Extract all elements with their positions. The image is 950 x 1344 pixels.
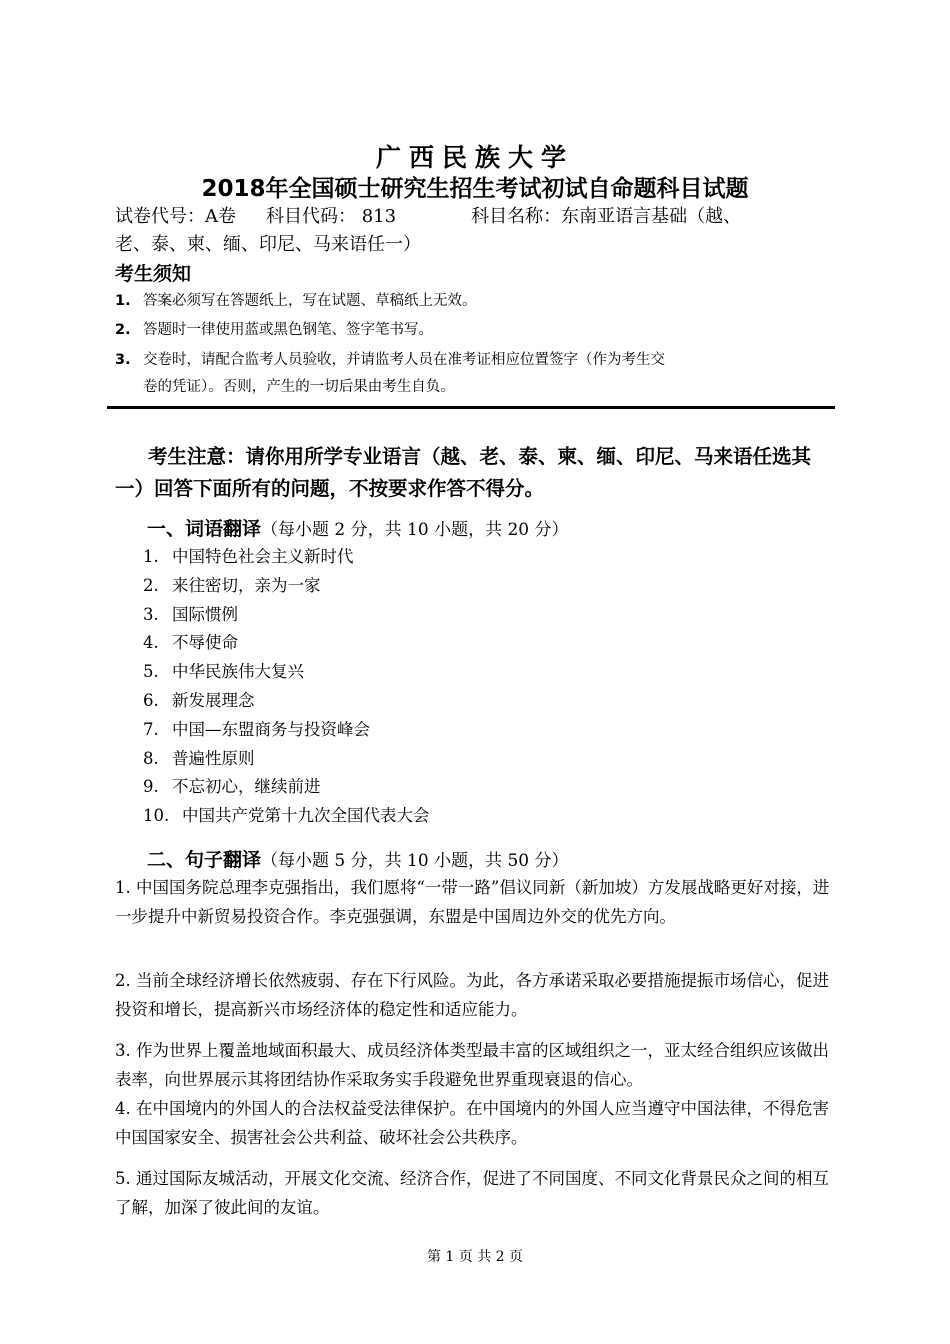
list-item bbox=[143, 572, 430, 601]
sentence-item: 3. 作为世界上覆盖地域面积最大、成员经济体类型最丰富的区域组织之一，亚太经合组织应该做出表率，向世界展示其将团结协作采取务实手段避免世界重现衰退的信心。 bbox=[115, 1041, 829, 1089]
item-number: 10. bbox=[143, 806, 170, 826]
section-2-heading bbox=[147, 845, 569, 872]
sentence-item: 4. 在中国境内的外国人的合法权益受法律保护。在中国境内的外国人应当遵守中国法律，不得危害中国国家安全、损害社会公共利益、破坏社会公共秩序。 bbox=[115, 1099, 829, 1147]
section-1-title: 一、词语翻译 bbox=[147, 518, 262, 540]
section-2-score-note: （每小题 5 分，共 10 小题，共 50 分） bbox=[261, 851, 569, 871]
item-text: 中国共产党第十九次全国代表大会 bbox=[182, 806, 430, 826]
sentence-item: 5. 通过国际友城活动，开展文化交流、经济合作，促进了不同国度、不同文化背景民众之间的相互了解，加深了彼此间的友谊。 bbox=[115, 1169, 829, 1217]
sentence-item: 2. 当前全球经济增长依然疲弱、存在下行风险。为此，各方承诺采取必要措施提振市场信心，促进投资和增长，提高新兴市场经济体的稳定性和适应能力。 bbox=[115, 971, 829, 1019]
university-name: 广西民族大学 bbox=[375, 143, 574, 172]
item-text: 中华民族伟大复兴 bbox=[172, 662, 304, 682]
item-number: 6. bbox=[143, 690, 159, 710]
item-text: 来往密切，亲为一家 bbox=[172, 575, 321, 595]
exam-title: 2018年全国硕士研究生招生考试初试自命题科目试题 bbox=[201, 176, 749, 202]
list-item bbox=[143, 543, 430, 572]
list-item bbox=[143, 716, 430, 745]
item-text: 国际惯例 bbox=[172, 604, 238, 624]
item-number: 5. bbox=[143, 662, 159, 682]
item-text: 不忘初心，继续前进 bbox=[172, 777, 321, 797]
notice-item-text-continued: 卷的凭证）。否则，产生的一切后果由考生自负。 bbox=[143, 379, 455, 395]
item-number: 3. bbox=[143, 604, 159, 624]
notice-title: 考生须知 bbox=[115, 263, 192, 285]
item-number: 7. bbox=[143, 719, 159, 739]
section-1-score-note: （每小题 2 分，共 10 小题，共 20 分） bbox=[261, 520, 569, 540]
item-text: 新发展理念 bbox=[172, 690, 255, 710]
item-text: 普遍性原则 bbox=[172, 748, 255, 768]
section-2-title: 二、句子翻译 bbox=[147, 849, 262, 871]
notice-item-number: 3. bbox=[115, 352, 131, 368]
item-text: 中国特色社会主义新时代 bbox=[172, 547, 354, 566]
notice-item-text: 答题时一律使用蓝或黑色钢笔、签字笔书写。 bbox=[143, 322, 433, 338]
list-item bbox=[143, 802, 430, 831]
list-item bbox=[143, 745, 430, 774]
item-text: 不辱使命 bbox=[172, 633, 238, 653]
page-number-footer: 第 1 页 共 2 页 bbox=[426, 1249, 524, 1265]
item-number: 1. bbox=[143, 547, 159, 566]
item-number: 4. bbox=[143, 633, 159, 653]
list-item bbox=[143, 629, 430, 658]
list-item bbox=[143, 658, 430, 687]
subject-name: 科目名称：东南亚语言基础（越、 bbox=[471, 206, 742, 227]
notice-item-number: 2. bbox=[115, 322, 131, 338]
subject-code: 科目代码： 813 bbox=[266, 206, 397, 227]
item-text: 中国—东盟商务与投资峰会 bbox=[172, 719, 370, 739]
divider-line bbox=[107, 406, 835, 409]
notice-item-text: 答案必须写在答题纸上，写在试题、草稿纸上无效。 bbox=[143, 293, 477, 309]
candidate-attention: 考生注意：请你用所学专业语言（越、老、泰、柬、缅、印尼、马来语任选其一）回答下面所有的问题，不按要求作答不得分。 bbox=[115, 445, 812, 500]
list-item bbox=[143, 601, 430, 630]
word-translation-list bbox=[143, 543, 430, 831]
notice-item bbox=[115, 288, 840, 315]
item-number: 9. bbox=[143, 777, 159, 797]
notice-item-number: 1. bbox=[115, 293, 131, 309]
notice-item bbox=[115, 317, 840, 344]
paper-code: 试卷代号：A卷 bbox=[115, 206, 236, 227]
paper-info-line bbox=[115, 203, 845, 231]
list-item bbox=[143, 687, 430, 716]
section-1-heading bbox=[147, 514, 569, 541]
notice-item-text: 交卷时，请配合监考人员验收，并请监考人员在准考证相应位置签字（作为考生交 bbox=[143, 352, 665, 368]
list-item bbox=[143, 773, 430, 802]
item-number: 2. bbox=[143, 575, 159, 595]
item-number: 8. bbox=[143, 748, 159, 768]
sentence-item: 1. 中国国务院总理李克强指出，我们愿将“一带一路”倡议同新（新加坡）方发展战略更好对接，进一步提升中新贸易投资合作。李克强强调，东盟是中国周边外交的优先方向。 bbox=[115, 878, 830, 926]
subject-name-continued: 老、泰、柬、缅、印尼、马来语任一） bbox=[115, 234, 421, 255]
notice-item bbox=[115, 347, 840, 401]
